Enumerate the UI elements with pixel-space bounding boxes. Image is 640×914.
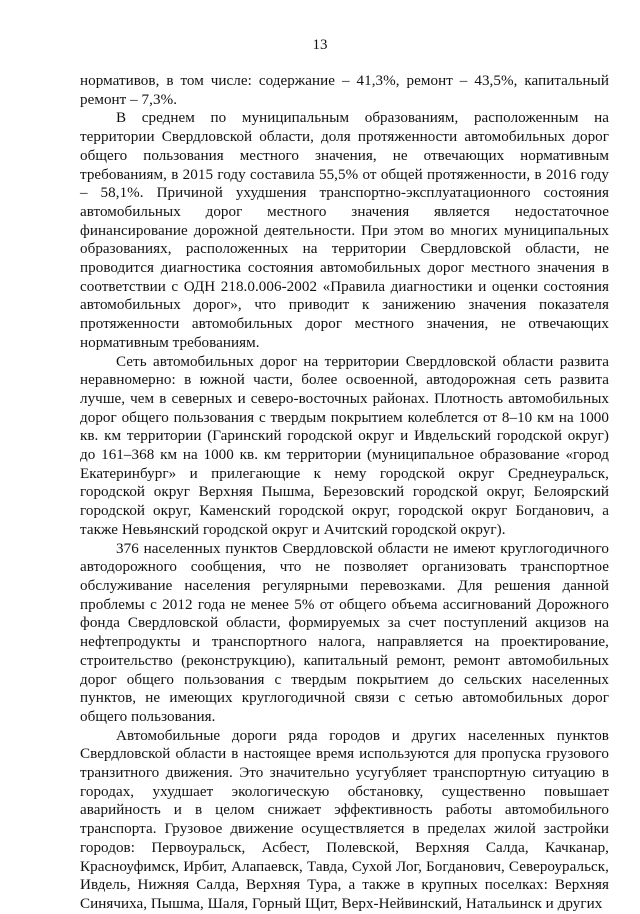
paragraph-settlements: 376 населенных пунктов Свердловской области не имеют круглогодичного автодорожного сообщения, что не позволяет организовать транспортное обслуживание населения регулярными перевозками. Для решения данной проблемы с 2012 года не менее 5% от общего объема ассигнований Дорожного фонда Свердловской области, формируемых за счет поступлений акцизов на нефтепродукты и транспортного налога, направляется на проектирование, строительство (реконструкцию), капитальный ремонт, ремонт автомобильных дорог общего пользования с твердым покрытием до сельских населенных пунктов, не имеющих круглогодичной связи с сетью автомобильных дорог общего пользования.: [80, 540, 609, 725]
paragraph-transit-traffic: Автомобильные дороги ряда городов и других населенных пунктов Свердловской области в настоящее время используются для пропуска грузового транзитного движения. Это значительно усугубляет транспортную ситуацию в городах, ухудшает экологическую обстановку, существенно повышает аварийность и в целом снижает эффективность работы автомобильного транспорта. Грузовое движение осуществляется в пределах жилой застройки городов: Первоуральск, Асбест, Полевской, Верхняя Салда, Качканар, Красноуфимск, Ирбит, Алапаевск, Тавда, Сухой Лог, Богданович, Североуральск, Ивдель, Нижняя Салда, Верхняя Тура, а также в крупных поселках: Верхняя Синячиха, Пышма, Шаля, Горный Щит, Верх-Нейвинский, Натальинск и других: [80, 727, 609, 912]
page-number: 13: [312, 37, 328, 53]
paragraph-road-network: Сеть автомобильных дорог на территории Свердловской области развита неравномерно: в южной части, более освоенной, автодорожная сеть развита лучше, чем в северных и северо-восточных районах. Плотность автомобильных дорог общего пользования с твердым покрытием колеблется от 8–10 км на 1000 кв. км территории (Гаринский городской округ и Ивдельский городской округ) до 161–368 км на 1000 кв. км территории (муниципальное образование «город Екатеринбург» и прилегающие к нему городской округ Среднеуральск, городской округ Верхняя Пышма, Березовский городской округ, Белоярский городской округ, Каменский городской округ, городской округ Богданович, а также Невьянский городской округ и Ачитский городской округ).: [80, 353, 609, 538]
paragraph-road-condition: В среднем по муниципальным образованиям, расположенным на территории Свердловской области, доля протяженности автомобильных дорог общего пользования местного значения, не отвечающих нормативным требованиям, в 2015 году составила 55,5% от общей протяженности, в 2016 году – 58,1%. Причиной ухудшения транспортно-эксплуатационного состояния автомобильных дорог местного значения является недостаточное финансирование дорожной деятельности. При этом во многих муниципальных образованиях, расположенных на территории Свердловской области, не проводится диагностика состояния автомобильных дорог местного значения в соответствии с ОДН 218.0.006-2002 «Правила диагностики и оценки состояния автомобильных дорог», что приводит к занижению значения показателя протяженности автомобильных дорог местного значения, не отвечающих нормативным требованиям.: [80, 110, 609, 351]
paragraph-continuation: нормативов, в том числе: содержание – 41,3%, ремонт – 43,5%, капитальный ремонт – 7,3%.: [80, 73, 609, 108]
document-body: [80, 72, 609, 914]
